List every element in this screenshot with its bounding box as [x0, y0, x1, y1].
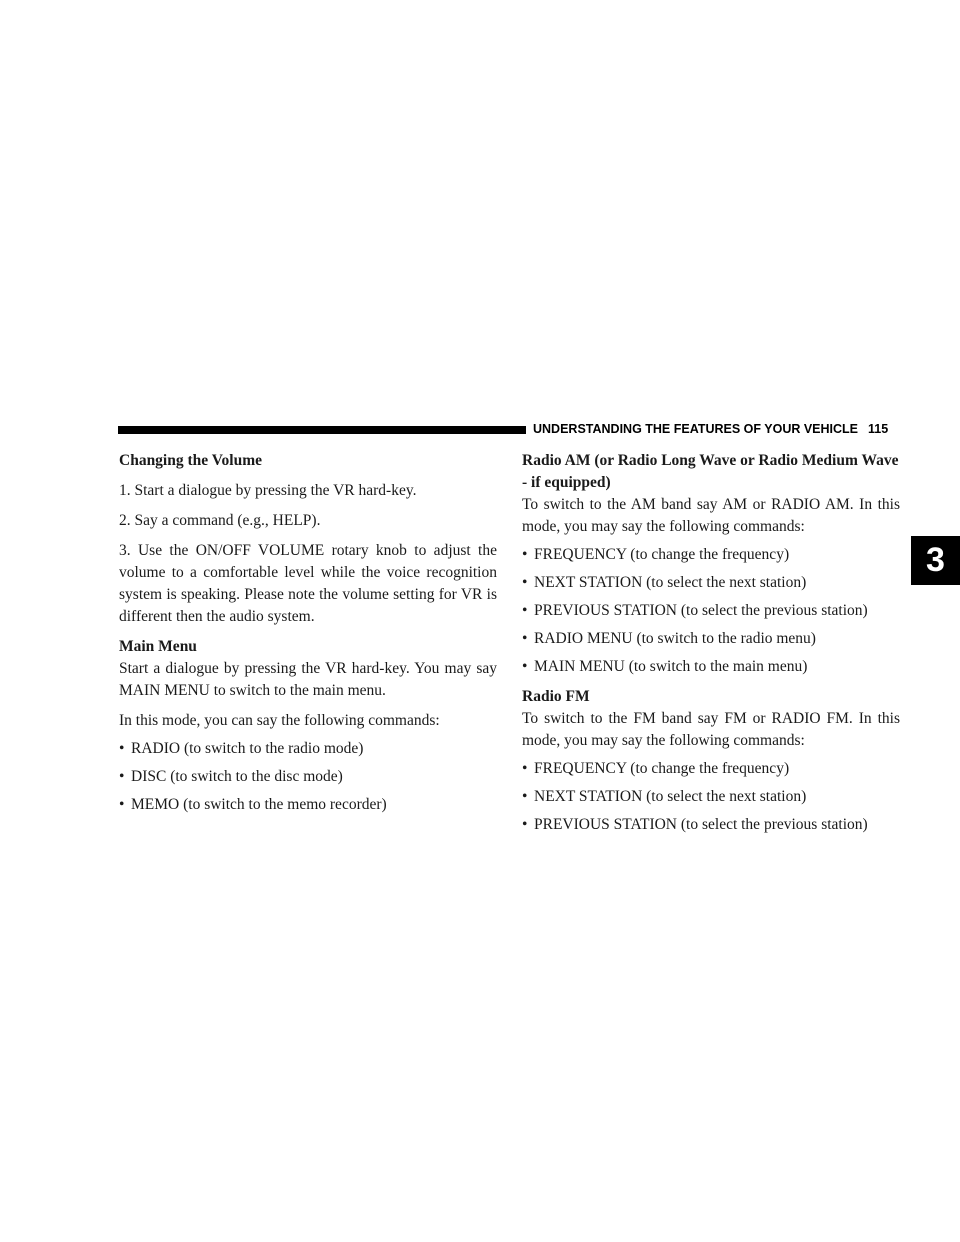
step-1: 1. Start a dialogue by pressing the VR hard-key. — [119, 482, 417, 499]
list-item — [522, 814, 900, 836]
bullet-icon: • — [522, 816, 528, 833]
bullet-icon: • — [522, 658, 528, 675]
bullet-icon: • — [522, 574, 528, 591]
bullet-icon: • — [119, 768, 125, 785]
list-item — [522, 544, 900, 566]
header-rule — [118, 426, 526, 434]
list-item-text: MAIN MENU (to switch to the main menu) — [534, 658, 808, 675]
section-heading-main-menu: Main Menu — [119, 638, 197, 655]
chapter-tab: 3 — [911, 536, 960, 585]
step-3: 3. Use the ON/OFF VOLUME rotary knob to adjust the volume to a comfortable level while the voice recognition system is speaking. Please note the volume setting for VR is different then the audio system. — [119, 542, 497, 625]
section-heading-radio-am: Radio AM (or Radio Long Wave or Radio Medium Wave - if equipped) — [522, 452, 899, 491]
main-menu-intro: In this mode, you can say the following commands: — [119, 712, 440, 729]
list-item — [522, 628, 900, 650]
list-item — [119, 766, 497, 788]
bullet-icon: • — [119, 796, 125, 813]
bullet-icon: • — [522, 546, 528, 563]
bullet-icon: • — [522, 760, 528, 777]
step-2: 2. Say a command (e.g., HELP). — [119, 512, 321, 529]
list-item-text: PREVIOUS STATION (to select the previous station) — [534, 602, 868, 619]
bullet-icon: • — [119, 740, 125, 757]
left-column — [119, 450, 497, 816]
page-number: 115 — [868, 422, 889, 436]
list-item-text: NEXT STATION (to select the next station) — [534, 574, 807, 591]
list-item-text: NEXT STATION (to select the next station) — [534, 788, 807, 805]
list-item — [522, 600, 900, 622]
radio-fm-body: To switch to the FM band say FM or RADIO FM. In this mode, you may say the following commands: — [522, 710, 900, 749]
list-item-text: RADIO (to switch to the radio mode) — [131, 740, 364, 757]
list-item — [522, 786, 900, 808]
running-header — [533, 422, 888, 436]
header-title: UNDERSTANDING THE FEATURES OF YOUR VEHICLE — [533, 422, 859, 436]
radio-am-body: To switch to the AM band say AM or RADIO AM. In this mode, you may say the following commands: — [522, 496, 900, 535]
main-menu-body: Start a dialogue by pressing the VR hard-key. You may say MAIN MENU to switch to the main menu. — [119, 660, 497, 699]
bullet-icon: • — [522, 630, 528, 647]
list-item — [119, 738, 497, 760]
right-column — [522, 450, 900, 836]
list-item — [522, 656, 900, 678]
list-item-text: FREQUENCY (to change the frequency) — [534, 760, 790, 777]
list-item-text: FREQUENCY (to change the frequency) — [534, 546, 790, 563]
list-item-text: PREVIOUS STATION (to select the previous station) — [534, 816, 868, 833]
list-item — [522, 572, 900, 594]
bullet-icon: • — [522, 788, 528, 805]
list-item — [119, 794, 497, 816]
bullet-icon: • — [522, 602, 528, 619]
list-item-text: DISC (to switch to the disc mode) — [131, 768, 343, 785]
section-heading-changing-volume: Changing the Volume — [119, 452, 262, 469]
list-item — [522, 758, 900, 780]
list-item-text: RADIO MENU (to switch to the radio menu) — [534, 630, 816, 647]
list-item-text: MEMO (to switch to the memo recorder) — [131, 796, 387, 813]
section-heading-radio-fm: Radio FM — [522, 688, 590, 705]
